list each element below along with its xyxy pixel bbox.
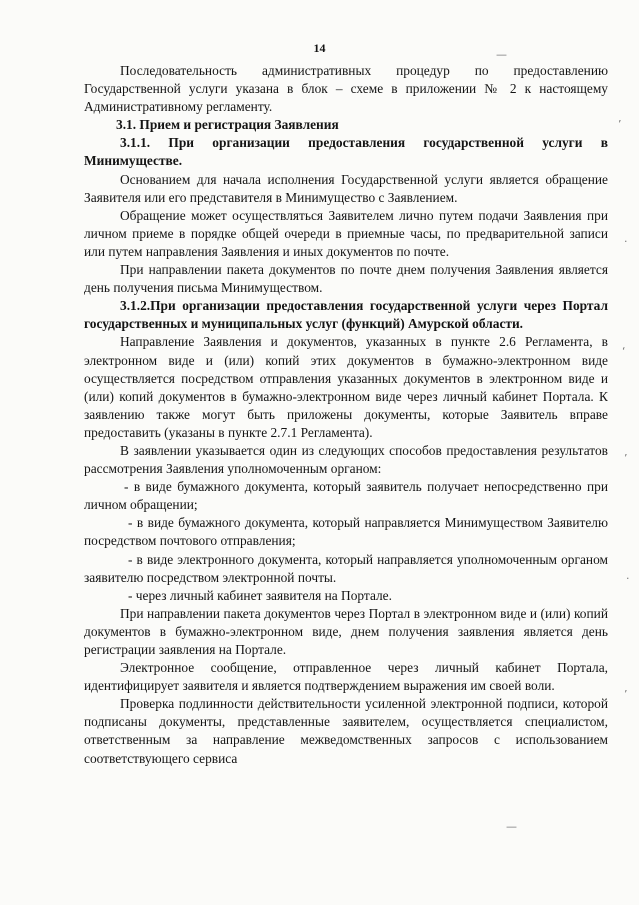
list-item-electronic-email: - в виде электронного документа, который направляется уполномоченным органом заявителю посредством электронной почты. <box>84 551 608 585</box>
page-number: 14 <box>313 41 326 55</box>
paragraph-portal-receipt: При направлении пакета документов через Портал в электронном виде и (или) копий документов в бумажно-электронном виде, днем получения заявления является день регистрации заявления на Портале. <box>84 605 608 657</box>
list-item-paper-by-post: - в виде бумажного документа, который направляется Минимуществом Заявителю посредством почтового отправления; <box>84 515 608 549</box>
paragraph-electronic-submission: Направление Заявления и документов, указанных в пункте 2.6 Регламента, в электронном виде и (или) копий этих документов в бумажно-электронном виде осуществляется посредством отправления указанных документов в электронном виде и (или) копий документов в бумажно-электронном виде через личный кабинет Портала. К заявлению также могут быть приложены документы, которые Заявитель вправе предоставить (указаны в пункте 2.7.1 Регламента). <box>84 334 608 440</box>
scan-mark: ’ <box>618 118 622 131</box>
scan-mark: · <box>626 572 630 585</box>
paragraph-basis: Основанием для начала исполнения Государственной услуги является обращение Заявителя или его представителя в Минимущество с Заявлением. <box>84 171 608 205</box>
scan-mark: — <box>506 820 517 833</box>
heading-3-1-1: 3.1.1. При организации предоставления государственной услуги в Минимуществе. <box>84 135 608 169</box>
heading-3-1: 3.1. Прием и регистрация Заявления <box>116 117 339 133</box>
paragraph-signature-check: Проверка подлинности действительности усиленной электронной подписи, которой подписаны документы, представленные заявителем, осуществляется специалистом, ответственным за направление межведомственных запросов с использованием соответствующего сервиса <box>84 696 608 766</box>
list-item-portal-cabinet: - через личный кабинет заявителя на Портале. <box>128 587 392 603</box>
paragraph-mail-receipt: При направлении пакета документов по почте днем получения Заявления является день получения письма Минимуществом. <box>84 262 608 296</box>
scan-mark: ’ <box>624 688 628 701</box>
scan-mark: · <box>624 235 628 248</box>
document-body <box>84 62 608 768</box>
list-item-paper-in-person: - в виде бумажного документа, который заявитель получает непосредственно при личном обращении; <box>84 479 608 513</box>
paragraph-electronic-message: Электронное сообщение, отправленное через личный кабинет Портала, идентифицирует заявителя и является подтверждением выражения им своей воли. <box>84 660 608 694</box>
scan-mark: ’ <box>624 452 628 465</box>
paragraph-result-methods: В заявлении указывается один из следующих способов предоставления результатов рассмотрения Заявления уполномоченным органом: <box>84 442 608 477</box>
heading-3-1-2: 3.1.2.При организации предоставления государственной услуги через Портал государственных и муниципальных услуг (функций) Амурской области. <box>84 298 608 332</box>
paragraph-procedure-sequence: Последовательность административных процедур по предоставлению Государственной услуги указана в блок – схеме в приложении № 2 к настоящему Административному регламенту. <box>84 63 608 115</box>
scan-mark: ‘ <box>622 345 626 358</box>
scan-mark: — <box>496 48 507 61</box>
paragraph-appeal: Обращение может осуществляться Заявителем лично путем подачи Заявления при личном приеме в порядке общей очереди в приемные часы, по предварительной записи или путем направления Заявления и иных документов по почте. <box>84 207 608 259</box>
